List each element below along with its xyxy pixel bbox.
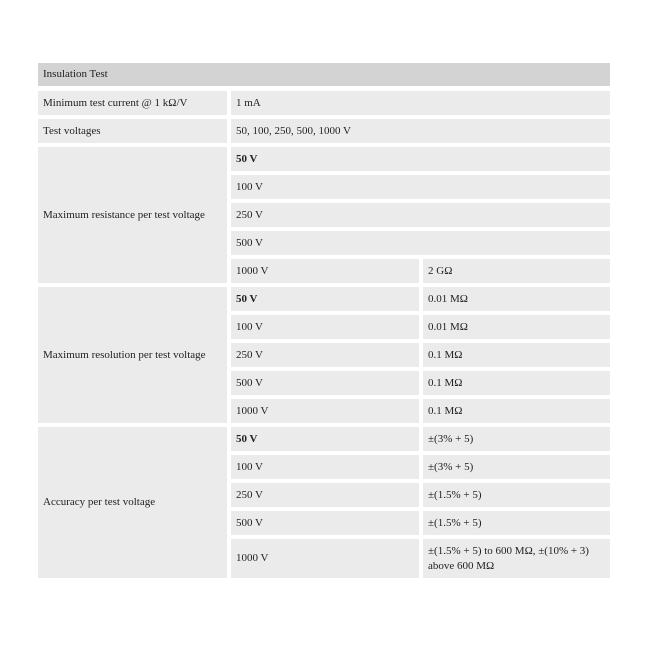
max-resolution-value: 0.01 MΩ xyxy=(421,313,612,341)
min-current-value: 1 mA xyxy=(229,89,612,117)
table-row-test-voltages xyxy=(36,117,612,145)
accuracy-value: ±(3% + 5) xyxy=(421,425,612,453)
accuracy-value: ±(1.5% + 5) xyxy=(421,481,612,509)
max-resolution-voltage: 1000 V xyxy=(229,397,421,425)
accuracy-value: ±(3% + 5) xyxy=(421,453,612,481)
insulation-test-table xyxy=(36,61,612,580)
table-row xyxy=(36,285,612,313)
max-resolution-value: 0.1 MΩ xyxy=(421,369,612,397)
accuracy-voltage: 100 V xyxy=(229,453,421,481)
table-row xyxy=(36,425,612,453)
max-resistance-voltage: 100 V xyxy=(229,173,612,201)
table-row xyxy=(36,145,612,173)
max-resolution-voltage: 100 V xyxy=(229,313,421,341)
table-row-min-current xyxy=(36,89,612,117)
table-header-row xyxy=(36,61,612,89)
accuracy-value: ±(1.5% + 5) xyxy=(421,509,612,537)
max-resolution-label: Maximum resolution per test voltage xyxy=(36,285,229,425)
max-resolution-value: 0.1 MΩ xyxy=(421,397,612,425)
accuracy-voltage: 250 V xyxy=(229,481,421,509)
accuracy-voltage: 50 V xyxy=(229,425,421,453)
max-resistance-voltage: 250 V xyxy=(229,201,612,229)
max-resolution-voltage: 500 V xyxy=(229,369,421,397)
test-voltages-label: Test voltages xyxy=(36,117,229,145)
max-resistance-voltage: 500 V xyxy=(229,229,612,257)
accuracy-label: Accuracy per test voltage xyxy=(36,425,229,580)
max-resolution-value: 0.1 MΩ xyxy=(421,341,612,369)
max-resistance-voltage: 50 V xyxy=(229,145,612,173)
accuracy-voltage: 500 V xyxy=(229,509,421,537)
test-voltages-value: 50, 100, 250, 500, 1000 V xyxy=(229,117,612,145)
accuracy-voltage: 1000 V xyxy=(229,537,421,580)
max-resistance-value: 2 GΩ xyxy=(421,257,612,285)
table-title: Insulation Test xyxy=(36,61,612,89)
accuracy-value: ±(1.5% + 5) to 600 MΩ, ±(10% + 3) above 600 MΩ xyxy=(421,537,612,580)
max-resistance-voltage: 1000 V xyxy=(229,257,421,285)
min-current-label: Minimum test current @ 1 kΩ/V xyxy=(36,89,229,117)
max-resistance-label: Maximum resistance per test voltage xyxy=(36,145,229,285)
max-resolution-value: 0.01 MΩ xyxy=(421,285,612,313)
max-resolution-voltage: 250 V xyxy=(229,341,421,369)
max-resolution-voltage: 50 V xyxy=(229,285,421,313)
